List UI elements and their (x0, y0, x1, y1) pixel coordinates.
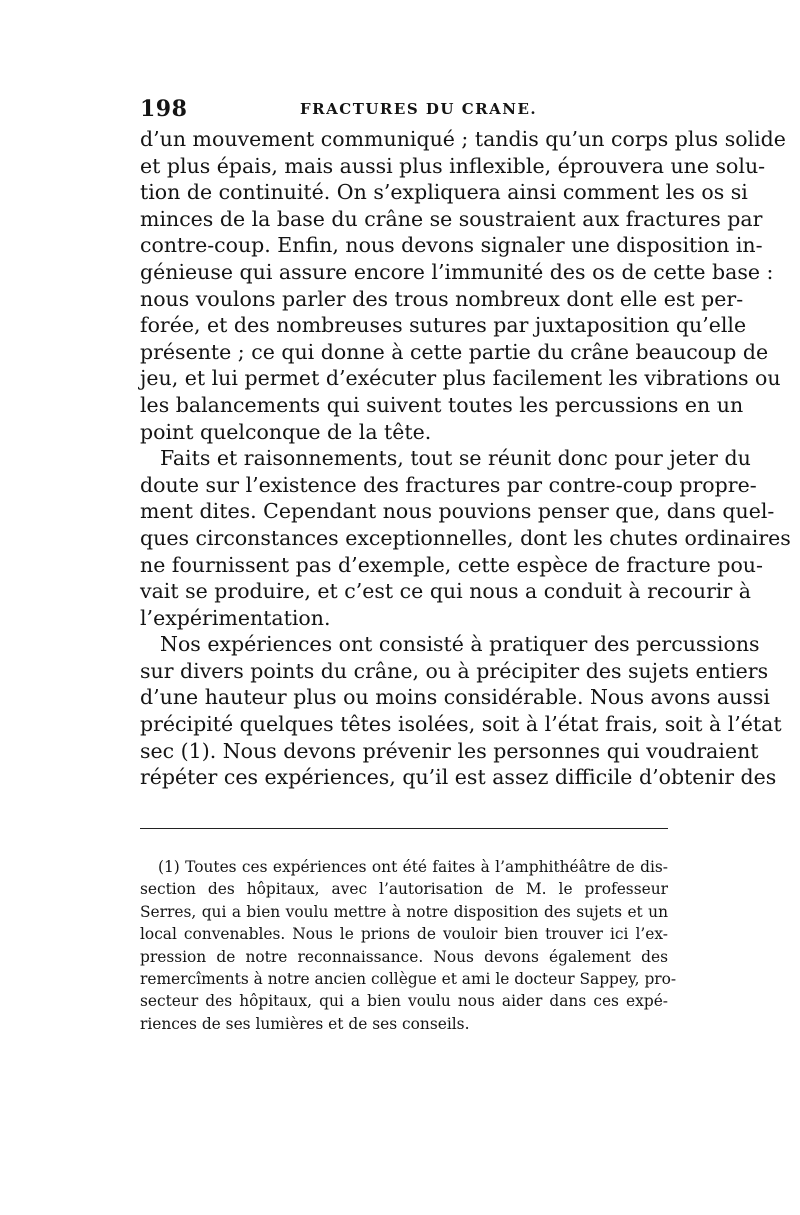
footnote-line: Serres, qui a bien voulu mettre à notre disposition des sujets et un (140, 902, 668, 921)
text-line: l’expérimentation. (140, 605, 331, 630)
page-header (140, 96, 668, 120)
text-line: précipité quelques têtes isolées, soit à l’état frais, soit à l’état (140, 712, 782, 737)
text-line: ment dites. Cependant nous pouvions penser que, dans quel- (140, 499, 775, 524)
text-line: sur divers points du crâne, ou à précipiter des sujets entiers (140, 658, 769, 683)
footnote-line: (1) Toutes ces expériences ont été faites à l’amphithéâtre de dis- (158, 858, 668, 876)
footnote-line: pression de notre reconnaissance. Nous devons également des (140, 947, 668, 966)
text-line: Faits et raisonnements, tout se réunit donc pour jeter du (160, 446, 751, 471)
text-line: contre-coup. Enfin, nous devons signaler une disposition in- (140, 233, 763, 258)
text-line: répéter ces expériences, qu’il est assez difficile d’obtenir des (140, 765, 777, 790)
footnote-block (140, 856, 677, 1035)
text-line: les balancements qui suivent toutes les percussions en un (140, 392, 744, 417)
main-text (140, 126, 791, 791)
footnote-line: local convenables. Nous le prions de vouloir bien trouver ici l’ex- (140, 925, 668, 944)
text-line: Nos expériences ont consisté à pratiquer des percussions (160, 632, 760, 657)
text-line: sec (1). Nous devons prévenir les personnes qui voudraient (140, 738, 759, 763)
text-line: présente ; ce qui donne à cette partie du crâne beaucoup de (140, 339, 769, 364)
footnote-line: secteur des hôpitaux, qui a bien voulu nous aider dans ces expé- (140, 992, 668, 1011)
text-line: doute sur l’existence des fractures par contre-coup propre- (140, 472, 757, 497)
text-line: minces de la base du crâne se soustraient aux fractures par (140, 206, 763, 231)
page-number: 198 (140, 96, 188, 122)
text-line: point quelconque de la tête. (140, 419, 432, 444)
footnote-line: remercîments à notre ancien collègue et ami le docteur Sappey, pro- (140, 969, 677, 988)
footnote-separator (140, 828, 668, 829)
text-line: d’un mouvement communiqué ; tandis qu’un corps plus solide (140, 127, 786, 151)
text-line: ques circonstances exceptionnelles, dont les chutes ordinaires (140, 525, 791, 550)
text-line: ne fournissent pas d’exemple, cette espèce de fracture pou- (140, 552, 763, 577)
running-title: FRACTURES DU CRANE. (300, 100, 538, 118)
footnote-line: riences de ses lumières et de ses conseils. (140, 1014, 470, 1033)
text-line: forée, et des nombreuses sutures par juxtaposition qu’elle (140, 313, 747, 338)
text-line: génieuse qui assure encore l’immunité des os de cette base : (140, 259, 774, 284)
text-line: tion de continuité. On s’expliquera ainsi comment les os si (140, 180, 748, 205)
text-line: et plus épais, mais aussi plus inflexible, éprouvera une solu- (140, 153, 766, 178)
text-line: d’une hauteur plus ou moins considérable. Nous avons aussi (140, 685, 770, 710)
text-line: jeu, et lui permet d’exécuter plus facilement les vibrations ou (140, 366, 781, 391)
text-line: nous voulons parler des trous nombreux dont elle est per- (140, 286, 744, 311)
footnote-line: section des hôpitaux, avec l’autorisation de M. le professeur (140, 880, 668, 899)
text-line: vait se produire, et c’est ce qui nous a conduit à recourir à (140, 579, 751, 604)
